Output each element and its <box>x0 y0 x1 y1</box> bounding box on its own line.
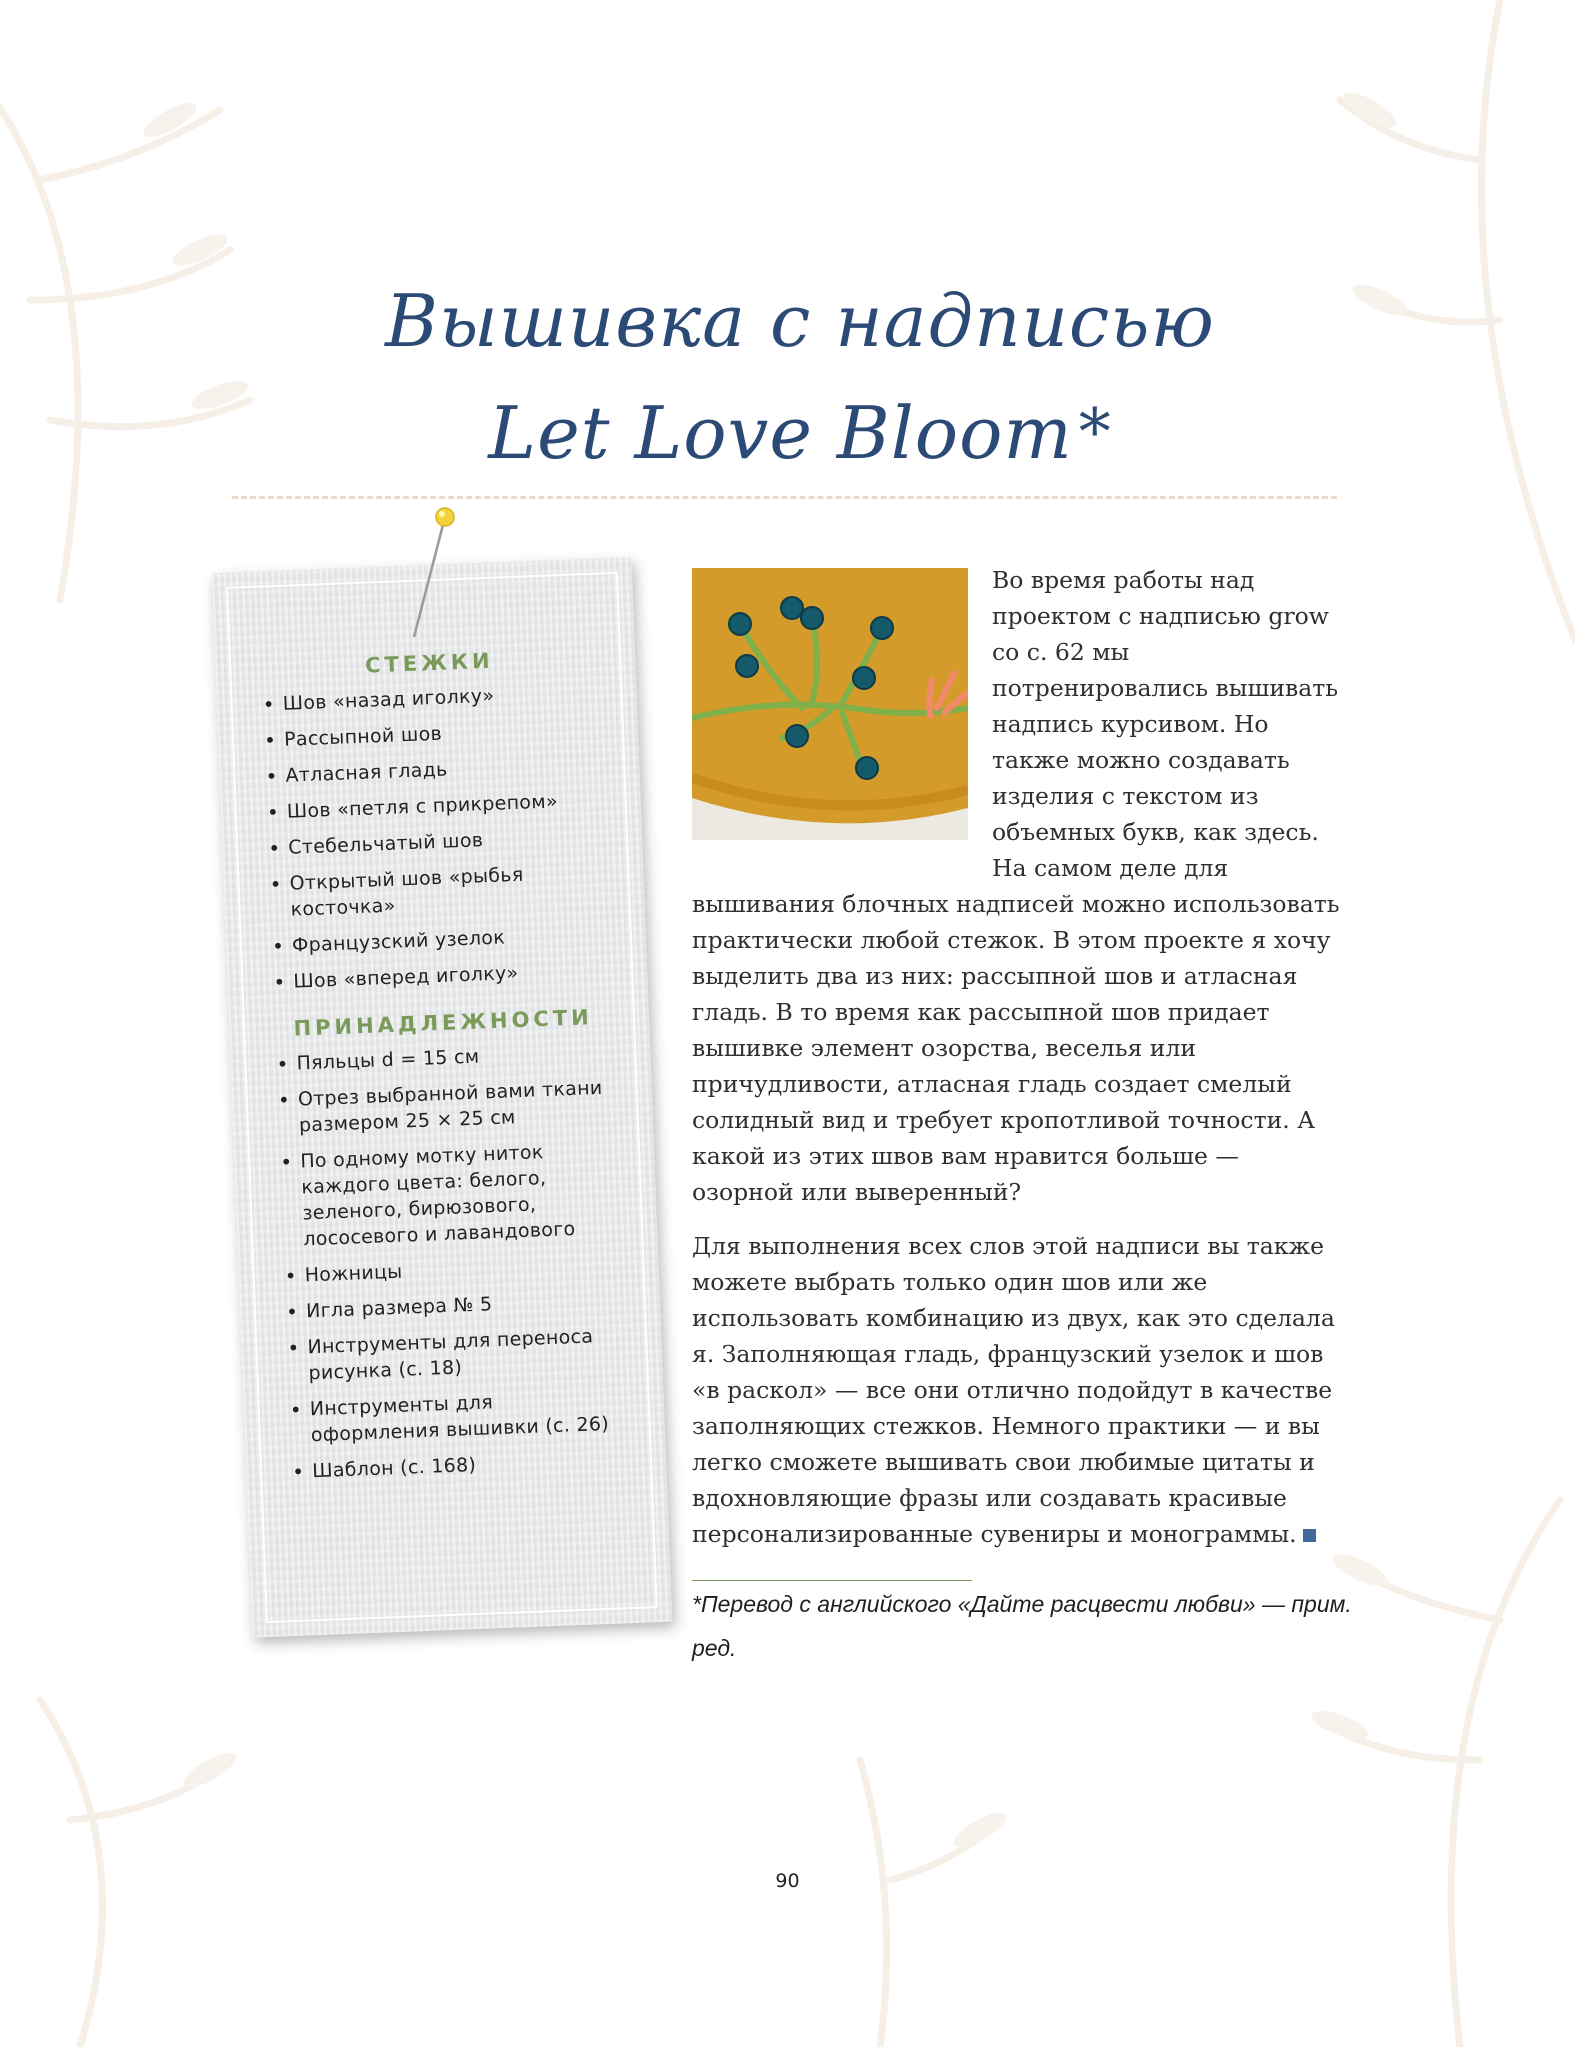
list-item: • Пяльцы d = 15 см <box>276 1038 613 1077</box>
photo-wrap-spacer <box>692 562 992 852</box>
page-number: 90 <box>775 1870 800 1892</box>
list-item: • Открытый шов «рыбья косточка» <box>269 859 607 924</box>
stitches-list <box>262 679 609 996</box>
body-text <box>692 562 1340 1552</box>
list-item: • Рассыпной шов <box>264 715 601 754</box>
title-line-2-text: Let Love Bloom <box>488 391 1073 475</box>
supplies-card <box>212 557 673 1637</box>
list-item: • Инструменты для переноса рисунка (с. 18) <box>287 1322 625 1387</box>
list-item: • Отрез выбранной вами ткани размером 25 × 25 см <box>277 1074 615 1139</box>
list-item: • Атласная гладь <box>265 751 602 790</box>
list-item: • Французский узелок <box>272 921 609 960</box>
list-item: • По одному мотку ниток каждого цвета: белого, зеленого, бирюзового, лососевого и лавандового <box>280 1136 620 1253</box>
list-item: • Шов «назад иголку» <box>262 679 599 718</box>
list-item: • Ножницы <box>284 1250 621 1289</box>
footnote: *Перевод с английского «Дайте расцвести любви» — прим. ред. <box>692 1591 1352 1661</box>
dashed-divider <box>232 496 1337 499</box>
supplies-list <box>276 1038 628 1485</box>
footnote-rule <box>692 1580 972 1581</box>
paragraph-2-text: Для выполнения всех слов этой надписи вы также можете выбрать только один шов или же использовать комбинацию из двух, как это сделала я. Заполняющая гладь, французский узелок и шов «в раскол» — все они отлично подойдут в качестве заполняющих стежков. Немного практики — и вы легко сможете вышивать свои любимые цитаты и вдохновляющие фразы или создавать красивые персонализированные сувениры и монограммы. <box>692 1232 1335 1548</box>
list-item: • Инструменты для оформления вышивки (с. 26) <box>289 1384 627 1449</box>
stitches-heading: СТЕЖКИ <box>364 648 494 678</box>
list-item: • Шов «петля с прикрепом» <box>266 787 603 826</box>
title-line-2 <box>300 377 1300 489</box>
list-item: • Игла размера № 5 <box>286 1286 623 1325</box>
supplies-heading: ПРИНАДЛЕЖНОСТИ <box>293 1005 594 1041</box>
paragraph-2 <box>692 1228 1340 1552</box>
list-item: • Стебельчатый шов <box>268 823 605 862</box>
paragraph-1: Во время работы над проектом с надписью grow со с. 62 мы потренировались вышивать надпись курсивом. Но также можно создавать изделия с текстом из объемных букв, как здесь. На самом деле для вышивания блочных надписей можно использовать практически любой стежок. В этом проекте я хочу выделить два из них: рассыпной шов и атласная гладь. В то время как рассыпной шов придает вышивке элемент озорства, веселья или причудливости, атласная гладь создает смелый солидный вид и требует кропотливой точности. А какой из этих швов вам нравится больше — озорной или выверенный? <box>692 566 1340 1206</box>
title-line-1: Вышивка с надписью <box>385 279 1215 363</box>
list-item: • Шов «вперед иголку» <box>273 956 610 995</box>
pin-icon <box>400 505 460 645</box>
end-mark-icon <box>1303 1529 1316 1542</box>
supplies-card-inner <box>226 572 658 1623</box>
list-item: • Шаблон (с. 168) <box>292 1446 629 1485</box>
page-title <box>300 265 1300 489</box>
title-asterisk: * <box>1078 396 1112 470</box>
